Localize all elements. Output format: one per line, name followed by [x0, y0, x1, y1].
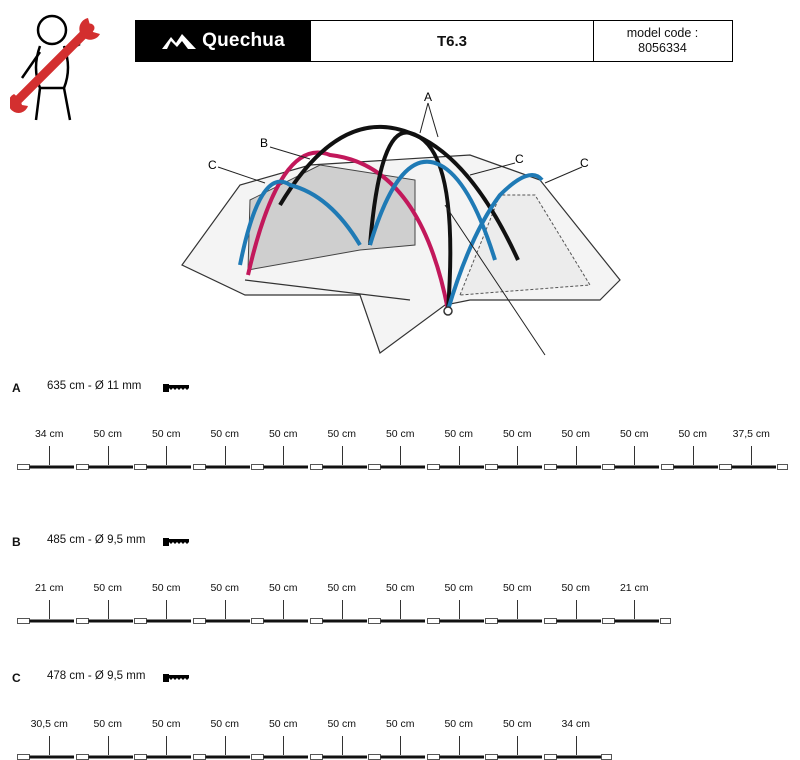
- pole-segment: [134, 464, 193, 470]
- pole-segment: [544, 754, 603, 760]
- pole-segment: [427, 464, 486, 470]
- segment-length-label: 50 cm: [385, 582, 415, 594]
- segment-tick: [693, 446, 694, 465]
- pole-segment: [17, 464, 76, 470]
- segment-length-label: 50 cm: [444, 718, 474, 730]
- pole-segment: [602, 464, 661, 470]
- label-c-right: C: [580, 156, 589, 170]
- pole-segment: [76, 754, 135, 760]
- segment-tick: [49, 446, 50, 465]
- segment-tick: [342, 600, 343, 619]
- pole-segment: [134, 754, 193, 760]
- pole-segment: [17, 618, 76, 624]
- model-code-label: model code :: [626, 26, 699, 40]
- segment-length-label: 50 cm: [93, 582, 123, 594]
- section-spec: 485 cm - Ø 9,5 mm: [47, 534, 146, 546]
- segment-tick: [517, 446, 518, 465]
- segment-length-label: 50 cm: [327, 428, 357, 440]
- segment-tick: [634, 446, 635, 465]
- segment-length-label: 21 cm: [34, 582, 64, 594]
- section-letter: A: [12, 381, 21, 395]
- segment-tick: [283, 736, 284, 755]
- segment-length-label: 50 cm: [619, 428, 649, 440]
- header-table: [135, 20, 733, 62]
- segment-length-label: 50 cm: [444, 428, 474, 440]
- segment-length-label: 21 cm: [619, 582, 649, 594]
- label-c-middle: C: [515, 152, 524, 166]
- segment-length-label: 50 cm: [151, 718, 181, 730]
- mountain-logo-icon: [162, 33, 196, 49]
- segment-length-label: 34 cm: [34, 428, 64, 440]
- pole-segment: [368, 754, 427, 760]
- segment-tick: [400, 736, 401, 755]
- pole-segment: [310, 754, 369, 760]
- segment-length-label: 50 cm: [93, 718, 123, 730]
- pole-segment: [251, 618, 310, 624]
- pole-segment: [544, 618, 603, 624]
- segment-length-label: 50 cm: [327, 718, 357, 730]
- segment-length-label: 34 cm: [561, 718, 591, 730]
- segment-length-label: 50 cm: [444, 582, 474, 594]
- segment-length-label: 37,5 cm: [732, 428, 770, 440]
- segment-length-label: 30,5 cm: [30, 718, 68, 730]
- segment-length-label: 50 cm: [561, 428, 591, 440]
- model-code-value: 8056334: [638, 41, 687, 55]
- pole-segment: [251, 754, 310, 760]
- segment-tick: [166, 600, 167, 619]
- model-name: T6.3: [311, 21, 594, 61]
- segment-tick: [166, 446, 167, 465]
- segment-tick: [576, 736, 577, 755]
- pole-segment: [193, 618, 252, 624]
- segment-length-label: 50 cm: [385, 428, 415, 440]
- segment-tick: [576, 600, 577, 619]
- pole-end-cap: [777, 464, 789, 470]
- pole-segment: [661, 464, 720, 470]
- section-spec: 635 cm - Ø 11 mm: [47, 380, 142, 392]
- pole-segment: [310, 618, 369, 624]
- segment-tick: [108, 600, 109, 619]
- pole-segment: [485, 464, 544, 470]
- pole-segment: [427, 754, 486, 760]
- segment-tick: [459, 446, 460, 465]
- segment-length-label: 50 cm: [93, 428, 123, 440]
- segment-length-label: 50 cm: [210, 718, 240, 730]
- segment-length-label: 50 cm: [268, 582, 298, 594]
- segment-length-label: 50 cm: [210, 582, 240, 594]
- segment-length-label: 50 cm: [502, 718, 532, 730]
- segment-length-label: 50 cm: [327, 582, 357, 594]
- segment-length-label: 50 cm: [210, 428, 240, 440]
- label-b: B: [260, 136, 269, 150]
- segment-length-label: 50 cm: [561, 582, 591, 594]
- saw-icon: [163, 673, 189, 683]
- segment-tick: [517, 736, 518, 755]
- pole-segment: [76, 464, 135, 470]
- peg-ring: [444, 307, 452, 315]
- pole-segment: [485, 754, 544, 760]
- saw-icon: [163, 537, 189, 547]
- label-c-left: C: [208, 158, 217, 172]
- segment-tick: [459, 736, 460, 755]
- segment-tick: [108, 446, 109, 465]
- segment-tick: [400, 600, 401, 619]
- saw-icon: [163, 383, 189, 393]
- segment-length-label: 50 cm: [502, 428, 532, 440]
- segment-length-label: 50 cm: [268, 718, 298, 730]
- pole-segment: [485, 618, 544, 624]
- segment-length-label: 50 cm: [385, 718, 415, 730]
- label-a: A: [424, 90, 433, 104]
- brand-name: Quechua: [202, 30, 285, 51]
- segment-tick: [49, 736, 50, 755]
- pole-segment: [544, 464, 603, 470]
- mechanic-wrench-icon: [10, 8, 110, 128]
- segment-length-label: 50 cm: [678, 428, 708, 440]
- pole-segment: [193, 464, 252, 470]
- segment-tick: [751, 446, 752, 465]
- segment-tick: [283, 600, 284, 619]
- pole-segment: [368, 464, 427, 470]
- tent-diagram: [170, 85, 650, 365]
- pole-segment: [310, 464, 369, 470]
- segment-length-label: 50 cm: [502, 582, 532, 594]
- segment-length-label: 50 cm: [151, 582, 181, 594]
- pole-end-cap: [601, 754, 613, 760]
- segment-length-label: 50 cm: [151, 428, 181, 440]
- pole-segment: [76, 618, 135, 624]
- pole-segment: [134, 618, 193, 624]
- segment-tick: [576, 446, 577, 465]
- pole-segment: [368, 618, 427, 624]
- segment-tick: [517, 600, 518, 619]
- pole-segment: [251, 464, 310, 470]
- segment-tick: [342, 736, 343, 755]
- pole-segment: [602, 618, 661, 624]
- section-spec: 478 cm - Ø 9,5 mm: [47, 670, 146, 682]
- segment-tick: [459, 600, 460, 619]
- segment-tick: [342, 446, 343, 465]
- section-letter: C: [12, 671, 21, 685]
- pole-segment: [719, 464, 778, 470]
- segment-tick: [283, 446, 284, 465]
- brand-logo: [136, 21, 311, 61]
- segment-length-label: 50 cm: [268, 428, 298, 440]
- pole-segment: [193, 754, 252, 760]
- segment-tick: [225, 446, 226, 465]
- segment-tick: [634, 600, 635, 619]
- pole-end-cap: [660, 618, 672, 624]
- segment-tick: [225, 600, 226, 619]
- section-letter: B: [12, 535, 21, 549]
- segment-tick: [49, 600, 50, 619]
- segment-tick: [400, 446, 401, 465]
- model-code-cell: [593, 21, 732, 61]
- segment-tick: [108, 736, 109, 755]
- segment-tick: [225, 736, 226, 755]
- pole-segment: [427, 618, 486, 624]
- pole-segment: [17, 754, 76, 760]
- segment-tick: [166, 736, 167, 755]
